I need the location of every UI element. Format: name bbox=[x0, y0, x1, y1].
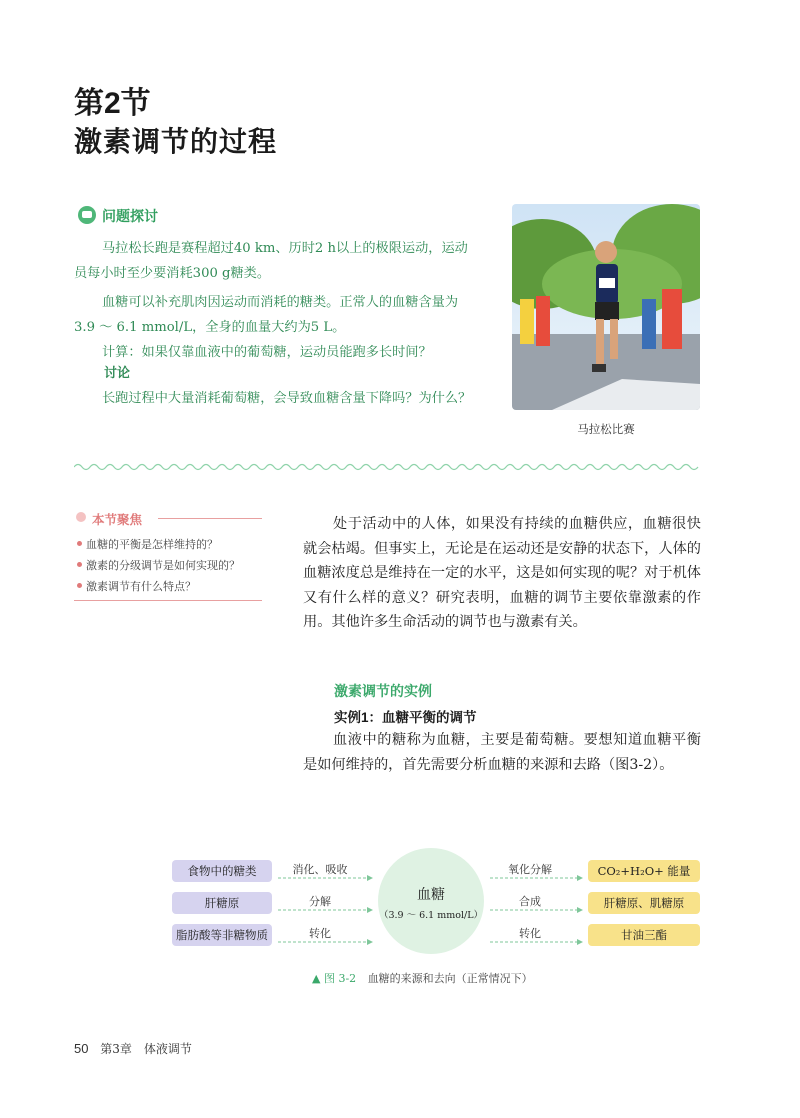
focus-item: 激素的分级调节是如何实现的？ bbox=[86, 559, 240, 572]
section-heading: 激素调节的实例 bbox=[334, 683, 432, 699]
body-paragraph: 血液中的糖称为血糖，主要是葡萄糖。要想知道血糖平衡是如何维持的，首先需要分析血糖的来源和去路（图3-2）。 bbox=[303, 732, 701, 773]
figure-caption bbox=[312, 970, 533, 986]
sink-box: CO₂+H₂O+ 能量 bbox=[588, 860, 700, 882]
chapter-label: 第3章 体液调节 bbox=[100, 1042, 192, 1056]
sink-box: 甘油三酯 bbox=[588, 924, 700, 946]
blood-sugar-label: 血糖 bbox=[417, 886, 445, 902]
page-number: 50 bbox=[74, 1041, 89, 1056]
source-box: 肝糖原 bbox=[172, 892, 272, 914]
blood-sugar-range: （3.9 ～ 6.1 mmol/L） bbox=[378, 910, 484, 921]
discussion-question: 长跑过程中大量消耗葡萄糖，会导致血糖含量下降吗？为什么？ bbox=[102, 391, 472, 406]
photo-caption: 马拉松比赛 bbox=[577, 422, 635, 436]
discussion-paragraph: 计算：如果仅靠血液中的葡萄糖，运动员能跑多长时间？ bbox=[102, 345, 432, 360]
example-heading: 实例1：血糖平衡的调节 bbox=[334, 710, 477, 725]
figure-caption-text: 血糖的来源和去向（正常情况下） bbox=[367, 972, 533, 985]
discussion-title: 问题探讨 bbox=[102, 208, 158, 224]
discussion-paragraph: 马拉松长跑是赛程超过40 km、历时2 h以上的极限运动，运动员每小时至少要消耗300 g糖类。 bbox=[74, 241, 468, 281]
page-footer bbox=[74, 1040, 192, 1057]
arrow-label: 合成 bbox=[519, 895, 541, 908]
body-intro: 处于活动中的人体，如果没有持续的血糖供应，血糖很快就会枯竭。但事实上，无论是在运动还是安静的状态下，人体的血糖浓度总是维持在一定的水平，这是如何实现的呢？对于机体又有什么样的意义？研究表明，血糖的调节主要依靠激素的作用。其他许多生命活动的调节也与激素有关。 bbox=[303, 516, 701, 630]
arrow-label: 分解 bbox=[309, 895, 331, 908]
triangle-icon: ▲ bbox=[312, 972, 321, 985]
focus-item: 血糖的平衡是怎样维持的？ bbox=[86, 538, 218, 551]
section-number: 第2节 bbox=[74, 87, 151, 120]
arrow-label: 转化 bbox=[519, 927, 541, 940]
figure-number: 图 3-2 bbox=[323, 972, 357, 985]
sink-box: 肝糖原、肌糖原 bbox=[588, 892, 700, 914]
arrow-label: 转化 bbox=[309, 927, 331, 940]
focus-title: 本节聚焦 bbox=[92, 513, 143, 527]
arrow-label: 消化、吸收 bbox=[292, 863, 348, 876]
focus-item: 激素调节有什么特点？ bbox=[86, 580, 196, 593]
source-box: 食物中的糖类 bbox=[172, 860, 272, 882]
discussion-subheading: 讨论 bbox=[104, 365, 131, 380]
discussion-paragraph: 血糖可以补充肌肉因运动而消耗的糖类。正常人的血糖含量为3.9 ～ 6.1 mmol/L，全身的血量大约为5 L。 bbox=[74, 295, 459, 335]
source-box: 脂肪酸等非糖物质 bbox=[172, 924, 272, 946]
section-title: 激素调节的过程 bbox=[74, 126, 278, 157]
arrow-label: 氧化分解 bbox=[508, 863, 552, 876]
